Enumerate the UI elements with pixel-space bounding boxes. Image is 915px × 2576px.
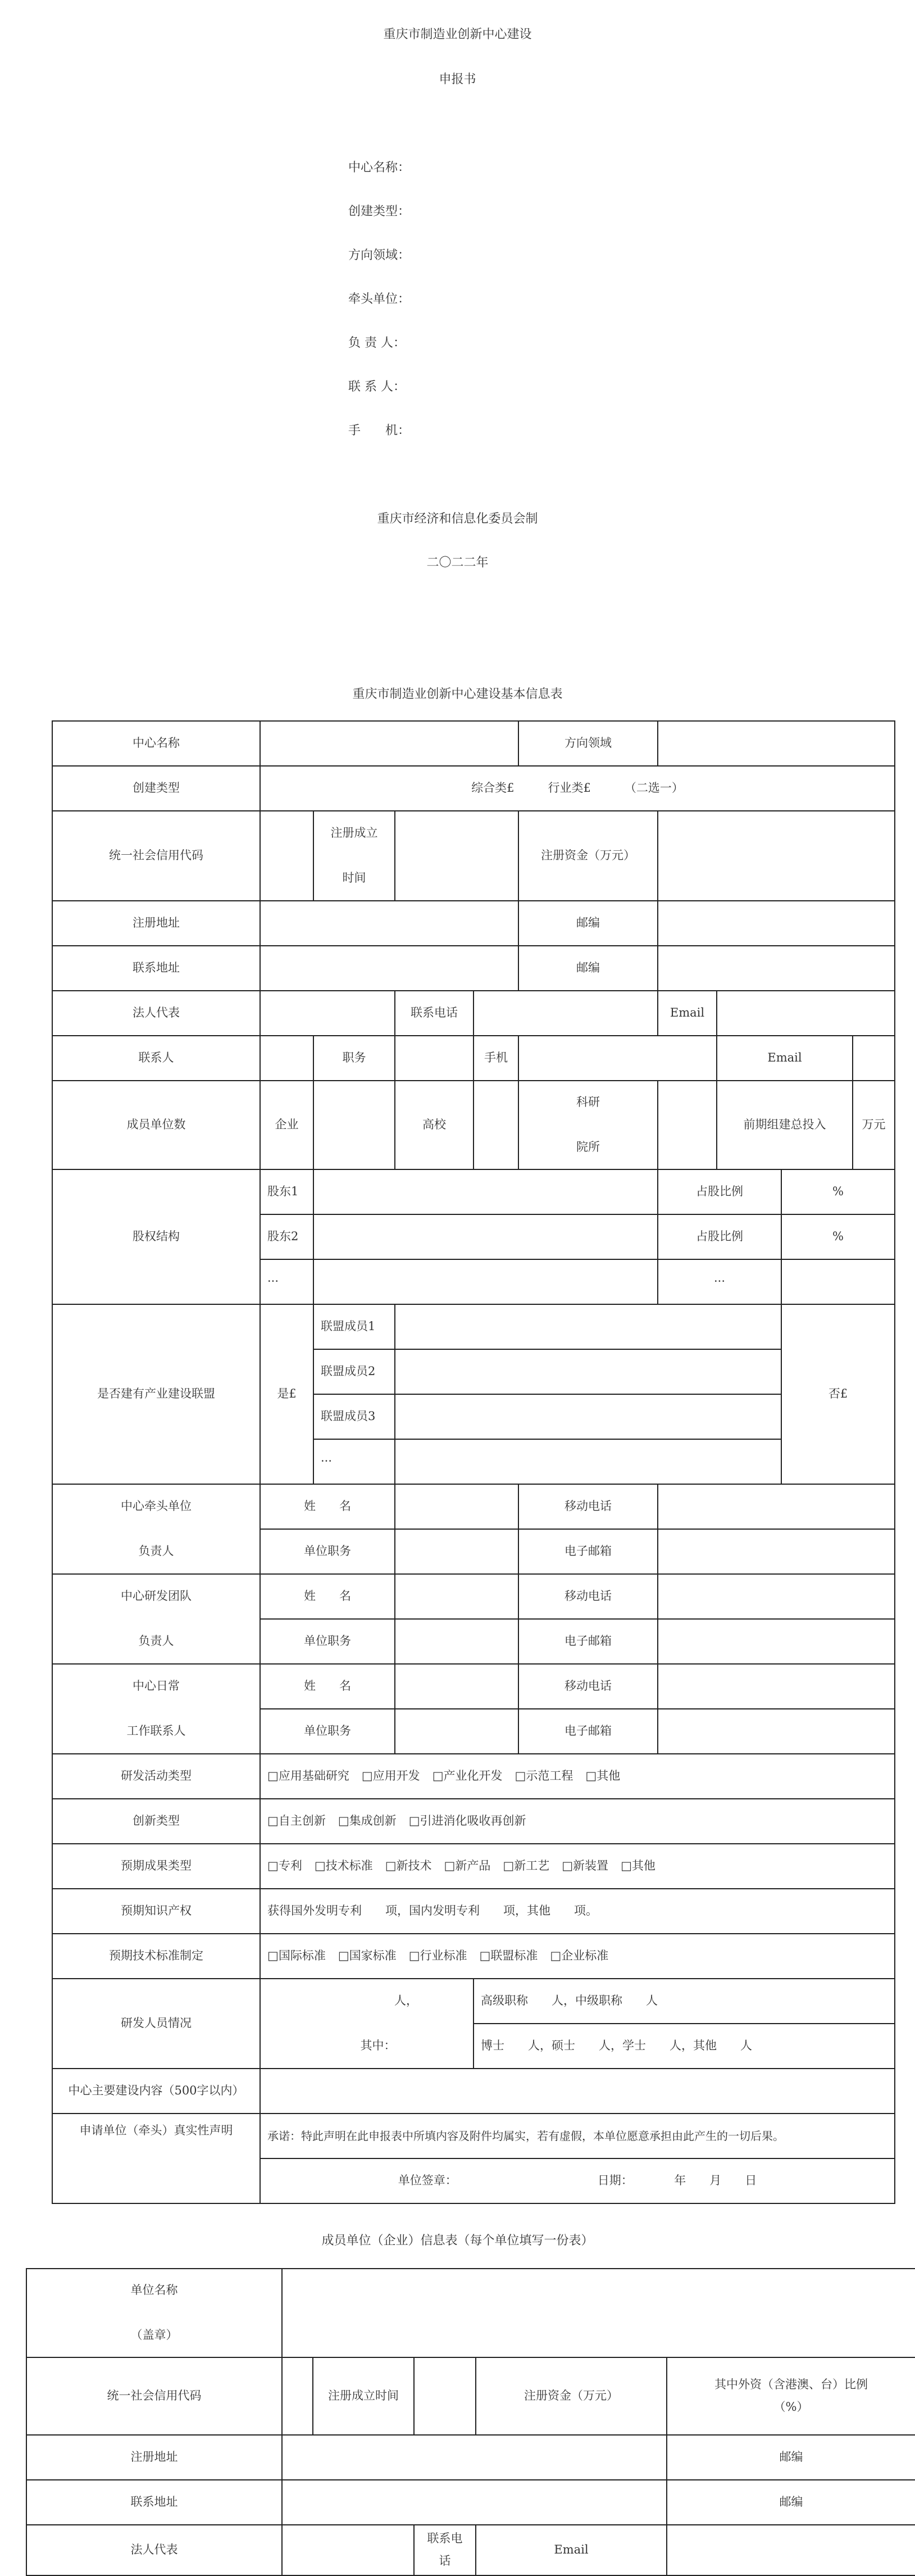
label-member-legal-rep: 法人代表	[26, 2525, 282, 2575]
alliance-member-ellipsis: ···	[313, 1439, 395, 1484]
innovation-opt-independent[interactable]: □自主创新	[267, 1814, 326, 1828]
innovation-opt-reinnovation[interactable]: □引进消化吸收再创新	[408, 1814, 526, 1828]
rd-team-line1: 中心研发团队	[121, 1589, 192, 1603]
cover-title: 重庆市制造业创新中心建设	[383, 28, 532, 42]
label-share-ratio-2: 占股比例	[658, 1214, 781, 1259]
label-daily-mobile: 移动电话	[518, 1664, 658, 1709]
input-email[interactable]	[717, 991, 895, 1036]
input-rd-mobile[interactable]	[658, 1574, 895, 1619]
input-mobile[interactable]	[518, 1036, 717, 1081]
input-shareholder-more[interactable]	[313, 1259, 658, 1304]
input-shareholder-2[interactable]	[313, 1214, 658, 1259]
rd-type-opt-demo[interactable]: □示范工程	[515, 1769, 573, 1783]
label-email-2: Email	[717, 1036, 853, 1081]
label-position: 职务	[313, 1036, 395, 1081]
label-share-ratio-1: 占股比例	[658, 1169, 781, 1214]
input-position[interactable]	[395, 1036, 474, 1081]
ip-text[interactable]: 获得国外发明专利 项，国内发明专利 项，其他 项。	[260, 1889, 895, 1934]
input-legal-rep[interactable]	[260, 991, 395, 1036]
label-prior-invest: 前期组建总投入	[717, 1081, 853, 1169]
label-member-count: 成员单位数	[52, 1081, 260, 1169]
input-main-content[interactable]	[260, 2069, 895, 2114]
label-staff: 研发人员情况	[52, 1979, 260, 2069]
cover-field-center-name: 中心名称：	[348, 161, 411, 175]
label-mobile: 手机	[474, 1036, 518, 1081]
input-center-name[interactable]	[260, 721, 518, 766]
foreign-ratio-line1: 其中外资（含港澳、台）比例	[714, 2378, 868, 2392]
label-member-postcode: 邮编	[667, 2435, 915, 2480]
institute-line2: 院所	[576, 1140, 600, 1154]
label-contact-address: 联系地址	[52, 946, 260, 991]
rd-type-options	[260, 1754, 895, 1799]
label-postcode-2: 邮编	[518, 946, 658, 991]
cover-field-direction: 方向领域：	[348, 248, 411, 262]
label-member-postcode-2: 邮编	[667, 2480, 915, 2525]
label-leader-unit	[52, 1484, 260, 1574]
label-member-reg-capital: 注册资金（万元）	[476, 2357, 667, 2435]
outcome-opt-product[interactable]: □新产品	[444, 1859, 491, 1873]
rd-type-opt-other[interactable]: □其他	[585, 1769, 621, 1783]
input-reg-capital[interactable]	[658, 811, 895, 901]
label-outcome-type: 预期成果类型	[52, 1844, 260, 1889]
label-alliance-member-3: 联盟成员3	[313, 1394, 395, 1439]
foreign-ratio-line2: （%）	[773, 2400, 809, 2414]
rd-team-line2: 负责人	[138, 1634, 174, 1648]
label-email: Email	[658, 991, 717, 1036]
shareholder-ellipsis: ···	[260, 1259, 313, 1304]
label-leader-mobile: 移动电话	[518, 1484, 658, 1529]
label-reg-capital: 注册资金（万元）	[518, 811, 658, 901]
reg-time-line2: 时间	[342, 870, 366, 885]
std-opt-enterprise[interactable]: □企业标准	[550, 1949, 609, 1963]
label-create-type: 创建类型	[52, 766, 260, 811]
label-leader-email: 电子邮箱	[518, 1529, 658, 1574]
label-center-name: 中心名称	[52, 721, 260, 766]
unit-name-line1: 单位名称	[130, 2283, 178, 2297]
declaration-sign-row	[260, 2158, 895, 2203]
outcome-opt-process[interactable]: □新工艺	[503, 1859, 550, 1873]
input-leader-position[interactable]	[395, 1529, 518, 1574]
leader-unit-line1: 中心牵头单位	[121, 1499, 192, 1513]
input-alliance-member-more[interactable]	[395, 1439, 781, 1484]
outcome-opt-other[interactable]: □其他	[621, 1859, 655, 1873]
input-contact-person[interactable]	[260, 1036, 313, 1081]
type-industry[interactable]: 行业类£	[548, 781, 591, 795]
input-share-ratio-1[interactable]: %	[781, 1169, 895, 1214]
label-declaration: 申请单位（牵头）真实性声明	[52, 2114, 260, 2203]
outcome-opt-device[interactable]: □新装置	[562, 1859, 609, 1873]
label-contact-phone: 联系电话	[395, 991, 474, 1036]
outcome-opt-patent[interactable]: □专利	[267, 1859, 302, 1873]
input-unit-name[interactable]	[282, 2269, 915, 2357]
seal-label[interactable]: 单位签章：	[398, 2174, 457, 2188]
std-opt-industry[interactable]: □行业标准	[408, 1949, 467, 1963]
label-foreign-ratio	[667, 2357, 915, 2435]
label-daily-contact	[52, 1664, 260, 1754]
outcome-options	[260, 1844, 895, 1889]
innovation-opt-integrated[interactable]: □集成创新	[338, 1814, 397, 1828]
basic-info-table	[52, 720, 895, 2204]
leader-unit-line2: 负责人	[138, 1544, 174, 1558]
input-email-2[interactable]	[853, 1036, 895, 1081]
cover-year: 二〇二二年	[426, 556, 489, 570]
std-opt-alliance[interactable]: □联盟标准	[479, 1949, 538, 1963]
input-shareholder-1[interactable]	[313, 1169, 658, 1214]
input-contact-address[interactable]	[260, 946, 518, 991]
rd-type-opt-basic[interactable]: □应用基础研究	[267, 1769, 349, 1783]
label-daily-name: 姓 名	[260, 1664, 395, 1709]
input-reg-address[interactable]	[260, 901, 518, 946]
input-reg-time[interactable]	[395, 811, 518, 901]
label-institute	[518, 1081, 658, 1169]
input-institute-count[interactable]	[658, 1081, 717, 1169]
label-main-content: 中心主要建设内容（500字以内）	[52, 2069, 260, 2114]
innovation-options	[260, 1799, 895, 1844]
input-credit-code[interactable]	[260, 811, 313, 901]
label-rd-mobile: 移动电话	[518, 1574, 658, 1619]
label-rd-name: 姓 名	[260, 1574, 395, 1619]
staff-degrees[interactable]: 博士 人，硕士 人，学士 人，其他 人	[474, 2024, 895, 2069]
staff-among: 其中：	[360, 2038, 396, 2052]
member-phone-line2: 话	[439, 2554, 451, 2568]
input-leader-email[interactable]	[658, 1529, 895, 1574]
input-daily-position[interactable]	[395, 1709, 518, 1754]
label-rd-type: 研发活动类型	[52, 1754, 260, 1799]
label-std: 预期技术标准制定	[52, 1934, 260, 1979]
reg-time-line1: 注册成立	[330, 826, 378, 840]
label-legal-rep: 法人代表	[52, 991, 260, 1036]
input-rd-name[interactable]	[395, 1574, 518, 1619]
input-member-reg-address[interactable]	[282, 2435, 667, 2480]
std-opt-national[interactable]: □国家标准	[338, 1949, 397, 1963]
input-leader-name[interactable]	[395, 1484, 518, 1529]
std-opt-international[interactable]: □国际标准	[267, 1949, 326, 1963]
cover-field-lead-unit: 牵头单位：	[348, 292, 411, 306]
label-rd-email: 电子邮箱	[518, 1619, 658, 1664]
label-member-reg-address: 注册地址	[26, 2435, 282, 2480]
staff-people: 人，	[394, 1994, 418, 2008]
cover-field-create-type: 创建类型：	[348, 205, 411, 219]
label-rd-team	[52, 1574, 260, 1664]
cover-field-leader: 负 责 人：	[348, 336, 406, 350]
basic-info-title: 重庆市制造业创新中心建设基本信息表	[352, 687, 563, 701]
label-reg-address: 注册地址	[52, 901, 260, 946]
daily-line1: 中心日常	[133, 1679, 180, 1693]
label-postcode: 邮编	[518, 901, 658, 946]
input-member-credit-code[interactable]	[282, 2357, 313, 2435]
outcome-opt-tech[interactable]: □新技术	[385, 1859, 432, 1873]
input-daily-mobile[interactable]	[658, 1664, 895, 1709]
input-rd-email[interactable]	[658, 1619, 895, 1664]
cover-field-contact: 联 系 人：	[348, 380, 406, 394]
member-info-table	[26, 2268, 915, 2576]
alliance-yes[interactable]: 是£	[260, 1304, 313, 1484]
date-label[interactable]: 日期： 年 月 日	[597, 2174, 757, 2188]
label-unit-name	[26, 2269, 282, 2357]
label-wan-yuan: 万元	[853, 1081, 895, 1169]
label-member-email: Email	[476, 2525, 667, 2575]
label-shareholder-2: 股东2	[260, 1214, 313, 1259]
input-leader-mobile[interactable]	[658, 1484, 895, 1529]
input-postcode[interactable]	[658, 901, 895, 946]
label-daily-email: 电子邮箱	[518, 1709, 658, 1754]
input-share-ratio-2[interactable]: %	[781, 1214, 895, 1259]
rd-type-opt-industrial[interactable]: □产业化开发	[432, 1769, 503, 1783]
declaration-promise: 承诺：特此声明在此申报表中所填内容及附件均属实，若有虚假，本单位愿意承担由此产生的一切后果。	[260, 2114, 895, 2158]
input-daily-name[interactable]	[395, 1664, 518, 1709]
label-university: 高校	[395, 1081, 474, 1169]
label-equity: 股权结构	[52, 1169, 260, 1304]
label-member-credit-code: 统一社会信用代码	[26, 2357, 282, 2435]
label-reg-time	[313, 811, 395, 901]
unit-name-seal: （盖章）	[130, 2328, 178, 2342]
member-phone-line1: 联系电	[427, 2532, 463, 2546]
label-alliance-member-2: 联盟成员2	[313, 1349, 395, 1394]
input-alliance-member-1[interactable]	[395, 1304, 781, 1349]
cover-issuer: 重庆市经济和信息化委员会制	[377, 512, 538, 526]
daily-line2: 工作联系人	[126, 1724, 186, 1738]
input-alliance-member-2[interactable]	[395, 1349, 781, 1394]
input-contact-phone[interactable]	[474, 991, 658, 1036]
staff-total[interactable]	[260, 1979, 474, 2069]
label-leader-name: 姓 名	[260, 1484, 395, 1529]
cover-field-mobile: 手 机：	[348, 424, 411, 438]
institute-line1: 科研	[576, 1095, 600, 1109]
cover-subtitle: 申报书	[439, 72, 476, 87]
label-rd-position: 单位职务	[260, 1619, 395, 1664]
label-contact-person: 联系人	[52, 1036, 260, 1081]
outcome-opt-standard[interactable]: □技术标准	[314, 1859, 373, 1873]
label-alliance-member-1: 联盟成员1	[313, 1304, 395, 1349]
std-options	[260, 1934, 895, 1979]
input-member-reg-time[interactable]	[414, 2357, 476, 2435]
input-rd-position[interactable]	[395, 1619, 518, 1664]
input-member-contact-address[interactable]	[282, 2480, 667, 2525]
staff-titles[interactable]: 高级职称 人，中级职称 人	[474, 1979, 895, 2024]
alliance-no[interactable]: 否£	[781, 1304, 895, 1484]
input-enterprise-count[interactable]	[313, 1081, 395, 1169]
type-comprehensive[interactable]: 综合类£	[471, 781, 515, 795]
rd-type-opt-applied[interactable]: □应用开发	[361, 1769, 420, 1783]
input-postcode-2[interactable]	[658, 946, 895, 991]
label-ip: 预期知识产权	[52, 1889, 260, 1934]
member-info-title: 成员单位（企业）信息表（每个单位填写一份表）	[321, 2234, 594, 2248]
label-credit-code: 统一社会信用代码	[52, 811, 260, 901]
label-enterprise: 企业	[260, 1081, 313, 1169]
label-member-contact-address: 联系地址	[26, 2480, 282, 2525]
label-shareholder-1: 股东1	[260, 1169, 313, 1214]
label-member-reg-time: 注册成立时间	[313, 2357, 414, 2435]
label-leader-position: 单位职务	[260, 1529, 395, 1574]
label-innovation-type: 创新类型	[52, 1799, 260, 1844]
label-direction: 方向领域	[518, 721, 658, 766]
input-university-count[interactable]	[474, 1081, 518, 1169]
input-direction[interactable]	[658, 721, 895, 766]
input-daily-email[interactable]	[658, 1709, 895, 1754]
label-daily-position: 单位职务	[260, 1709, 395, 1754]
input-share-ratio-more[interactable]	[781, 1259, 895, 1304]
create-type-options[interactable]	[260, 766, 895, 811]
label-alliance: 是否建有产业建设联盟	[52, 1304, 260, 1484]
type-note: （二选一）	[624, 781, 684, 795]
input-alliance-member-3[interactable]	[395, 1394, 781, 1439]
share-ratio-ellipsis: ···	[658, 1259, 781, 1304]
